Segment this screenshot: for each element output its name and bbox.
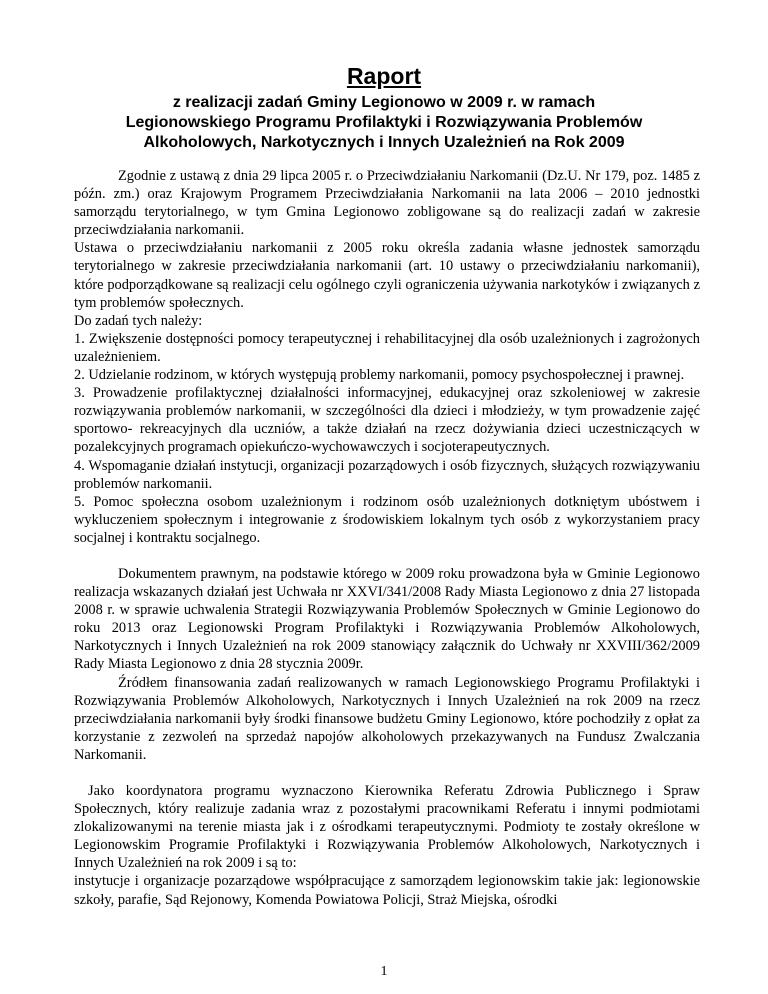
paragraph-coordinator: Jako koordynatora programu wyznaczono Kierownika Referatu Zdrowia Publicznego i Spraw Społecznych, który realizuje zadania wraz z pozostałymi pracownikami Referatu i innymi podmiotami zlokalizowanymi na terenie miasta jak i z ośrodkami terapeutycznymi. Podmioty te zostały określone w Legionowskim Programie Profilaktyki i Rozwiązywania Problemów Alkoholowych, Narkotycznych i Innych Uzależnień na rok 2009 i są to: [74, 783, 700, 872]
list-item: 1. Zwiększenie dostępności pomocy terapeutycznej i rehabilitacyjnej dla osób uzależnionych i zagrożonych uzależnieniem. [74, 330, 700, 365]
list-item: 4. Wspomaganie działań instytucji, organizacji pozarządowych i osób fizycznych, służących rozwiązywaniu problemów narkomanii. [74, 457, 700, 492]
subtitle-line: z realizacji zadań Gminy Legionowo w 2009 r. w ramach [172, 94, 596, 111]
list-item: 3. Prowadzenie profilaktycznej działalności informacyjnej, edukacyjnej oraz szkoleniowej w zakresie rozwiązywania problemów narkomanii, w szczególności dla dzieci i młodzieży, w tym prowadzenie zajęć sportowo- rekreacyjnych dla uczniów, a także działań na rzecz dożywiania dzieci uczestniczących w pozalekcyjnych programach opiekuńczo-wychowawczych i socjoterapeutycznych. [74, 385, 700, 456]
paragraph-tasks-intro: Do zadań tych należy: [74, 312, 203, 329]
subtitle-line: Legionowskiego Programu Profilaktyki i Rozwiązywania Problemów [125, 114, 643, 131]
report-subtitle [80, 93, 688, 153]
list-item: 2. Udzielanie rodzinom, w których występują problemy narkomanii, pomocy psychospołecznej i prawnej. [74, 367, 685, 384]
paragraph-legal-document: Dokumentem prawnym, na podstawie którego w 2009 roku prowadzona była w Gminie Legionowo realizacja wskazanych działań jest Uchwała nr XXVI/341/2008 Rady Miasta Legionowo z dnia 27 listopada 2008 r. w sprawie uchwalenia Strategii Rozwiązywania Problemów Społecznych w Gminie Legionowo do roku 2013 oraz Legionowski Program Profilaktyki i Rozwiązywania Problemów Alkoholowych, Narkotycznych i Innych Uzależnień na rok 2009 stanowiący załącznik do Uchwały nr XXVIII/362/2009 Rady Miasta Legionowo z dnia 28 stycznia 2009r. [74, 565, 700, 673]
subtitle-line: Alkoholowych, Narkotycznych i Innych Uzależnień na Rok 2009 [143, 134, 625, 151]
paragraph-partners: instytucje i organizacje pozarządowe współpracujące z samorządem legionowskim takie jak: legionowskie szkoły, parafie, Sąd Rejonowy, Komenda Powiatowa Policji, Straż Miejska, ośrodki [74, 873, 700, 908]
list-item: 5. Pomoc społeczna osobom uzależnionym i rodzinom osób uzależnionych dotkniętym ubóstwem i wykluczeniem społecznym i integrowanie z środowiskiem lokalnym tych osób z wykorzystaniem pracy socjalnej i kontraktu socjalnego. [74, 493, 700, 546]
document-body [74, 167, 700, 909]
paragraph-funding: Źródłem finansowania zadań realizowanych w ramach Legionowskiego Programu Profilaktyki i Rozwiązywania Problemów Alkoholowych, Narkotycznych i Innych Uzależnień na rok 2009 na rzecz przeciwdziałania narkomanii były środki finansowe budżetu Gminy Legionowo, które pochodziły z opłat za korzystanie z zezwoleń na sprzedaż napojów alkoholowych przekazywanych na Fundusz Zwalczania Narkomanii. [74, 674, 700, 763]
paragraph-act-tasks: Ustawa o przeciwdziałaniu narkomanii z 2005 roku określa zadania własne jednostek samorządu terytorialnego w zakresie przeciwdziałania narkomanii (art. 10 ustawy o przeciwdziałaniu narkomanii), które podporządkowane są realizacji celu ogólnego czyli ograniczenia używania narkotyków i związanych z tym problemów społecznych. [74, 240, 700, 311]
page-number: 1 [380, 964, 388, 979]
page-title: Raport [346, 63, 422, 89]
paragraph-legal-basis: Zgodnie z ustawą z dnia 29 lipca 2005 r. o Przeciwdziałaniu Narkomanii (Dz.U. Nr 179, poz. 1485 z późn. zm.) oraz Krajowym Programem Przeciwdziałania Narkomanii na lata 2006 – 2010 jednostki samorządu terytorialnego, w tym Gmina Legionowo zobligowane są do realizacji zadań w zakresie przeciwdziałania narkomanii. [74, 168, 700, 239]
